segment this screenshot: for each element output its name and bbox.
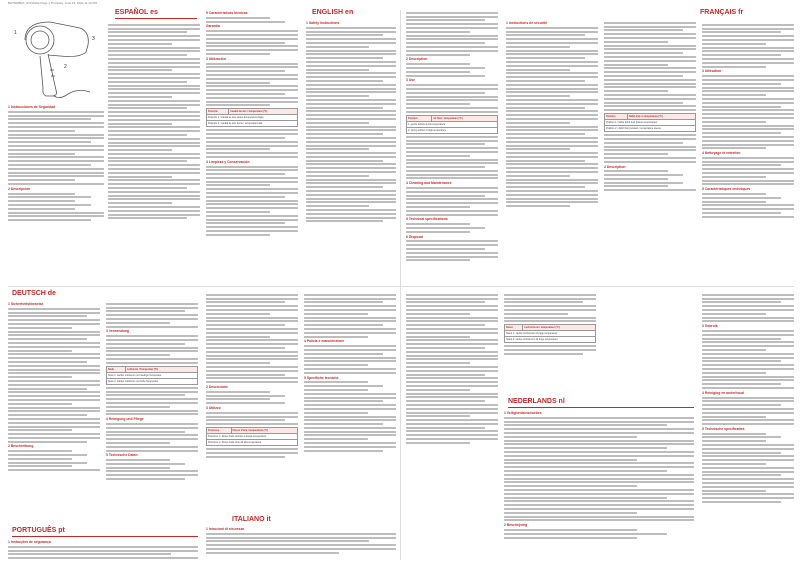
section-heading: 1 Instructions de sécurité	[506, 21, 548, 25]
es-column-1	[8, 104, 104, 282]
en-column-1	[306, 20, 396, 282]
section-heading: 4 Nettoyage et entretien	[702, 151, 741, 156]
settings-table-it: Posizione Flusso d'aria / temperatura (ºC) Posizione 1: flusso d'aria delicato a bassa temperatura Posizione 2: flusso d'aria forte ad alta temperatura	[206, 427, 298, 446]
nl-column-2	[504, 292, 596, 398]
section-heading: 3 Utilización	[206, 56, 226, 61]
hair-dryer-illustration	[10, 10, 102, 100]
section-heading: 5 Technische Daten	[106, 453, 138, 458]
section-heading: 4 Cleaning and Maintenance	[406, 181, 452, 186]
section-heading: 2 Description	[604, 164, 626, 169]
title-rule	[12, 536, 198, 537]
de-column-2	[106, 301, 198, 525]
section-heading: 2 Description	[406, 57, 428, 62]
section-heading: 4 Reinigung und Pflege	[106, 417, 144, 422]
it-column-bottom	[206, 526, 396, 562]
title-rule	[508, 407, 694, 408]
title-rule	[115, 18, 197, 19]
section-heading: 3 Use	[406, 78, 416, 83]
section-heading: 2 Descrizione	[206, 384, 228, 389]
lang-title-pt: PORTUGUÊS pt	[12, 527, 65, 534]
lang-title-fr: FRANÇAIS fr	[700, 9, 744, 16]
pt-column-1	[8, 539, 198, 563]
section-heading: Garantía	[206, 24, 220, 29]
nl-column-1	[406, 292, 498, 562]
section-heading: 5 Specifiche tecniche	[304, 375, 339, 380]
fr-column-1	[506, 20, 598, 282]
nl-column-3	[504, 410, 694, 562]
nl-column-4	[702, 292, 794, 562]
settings-table-de: Stufe Luftstrom / Temperatur (ºC) Stufe 1: sanfter Luftstrom und niedrige Temperatur Stufe 2: starker Luftstrom und hohe Temperatur	[106, 366, 198, 385]
en-column-2	[406, 10, 498, 282]
lang-title-it: ITALIANO it	[232, 516, 271, 523]
section-heading: 3 Utilizzo	[206, 405, 221, 410]
section-heading: 1 Veiligheidsinstructies	[504, 411, 542, 415]
es-column-3	[206, 10, 298, 282]
section-heading: 5 Technical specifications	[406, 217, 448, 222]
center-divider	[400, 10, 401, 560]
section-heading: 5 Caractéristiques techniques	[702, 187, 751, 192]
it-column-1	[206, 292, 298, 514]
callout-2: 2	[64, 64, 67, 70]
lang-title-es: ESPAÑOL es	[115, 9, 158, 16]
section-heading: 3 Gebruik	[702, 324, 718, 329]
callout-1: 1	[14, 30, 17, 36]
it-column-2	[304, 292, 396, 514]
section-heading: 1 Sicherheitshinweise	[8, 302, 44, 306]
section-heading: 4 Reiniging en onderhoud	[702, 390, 744, 395]
section-heading: 1 Instruções de segurança	[8, 540, 51, 544]
section-heading: 2 Descripción	[8, 186, 31, 191]
section-heading: 6 Disposal	[406, 234, 423, 239]
settings-table-fr: Position Débit d'air et température (ºC) Position 1 / faible débit d'air (basse température) Position 2 / débit d'air puissant / température élevée	[604, 113, 696, 132]
lang-title-en: ENGLISH en	[312, 9, 354, 16]
middle-divider	[8, 286, 794, 287]
section-heading: 3 Utilisation	[702, 69, 722, 74]
settings-table-en: Position Air flow / temperature (ºC) 1: gentle airflow at low temperature 2: strong airflow at high temperature	[406, 115, 498, 134]
section-heading: 1 Istruzioni di sicurezza	[206, 527, 245, 531]
lang-title-de: DEUTSCH de	[12, 290, 56, 297]
fr-column-2	[604, 20, 696, 282]
section-heading: 5 Technische specificaties	[702, 426, 745, 431]
lang-title-nl: NEDERLANDS nl	[508, 398, 565, 405]
section-heading: 1 Safety Instructions	[306, 21, 340, 25]
section-heading: 4 Limpieza y Conservación	[206, 159, 250, 164]
es-column-2	[108, 22, 200, 282]
section-heading: 3 Verwendung	[106, 329, 129, 334]
callout-3: 3	[92, 36, 95, 42]
section-heading: 5 Características técnicas	[206, 11, 248, 15]
section-heading: 2 Beschreibung	[8, 444, 34, 449]
settings-table-es: Posición Caudal de aire / temperatura (ºC) Posición 1 / caudal de aire suave (temperatura baja) Posición 2 / caudal de aire fuerte / temperatura alta	[206, 108, 298, 127]
page-header: BHT600BLK_IFU3019e Page 1 Thursday, June 16, 2022 11:12 PM	[8, 1, 98, 5]
fr-column-3	[702, 22, 794, 282]
settings-table-nl: Stand Luchtstroom / temperatuur (ºC) Stand 1: zachte luchtstroom bij lage temperatuur Stand 2: sterke luchtstroom bij hoge temperatuur	[504, 324, 596, 343]
section-heading: 4 Pulizia e manutenzione	[304, 339, 345, 344]
section-heading: 2 Beschrijving	[504, 523, 528, 528]
section-heading: 1 Instrucciones de Seguridad	[8, 105, 56, 109]
de-column-1	[8, 301, 100, 525]
